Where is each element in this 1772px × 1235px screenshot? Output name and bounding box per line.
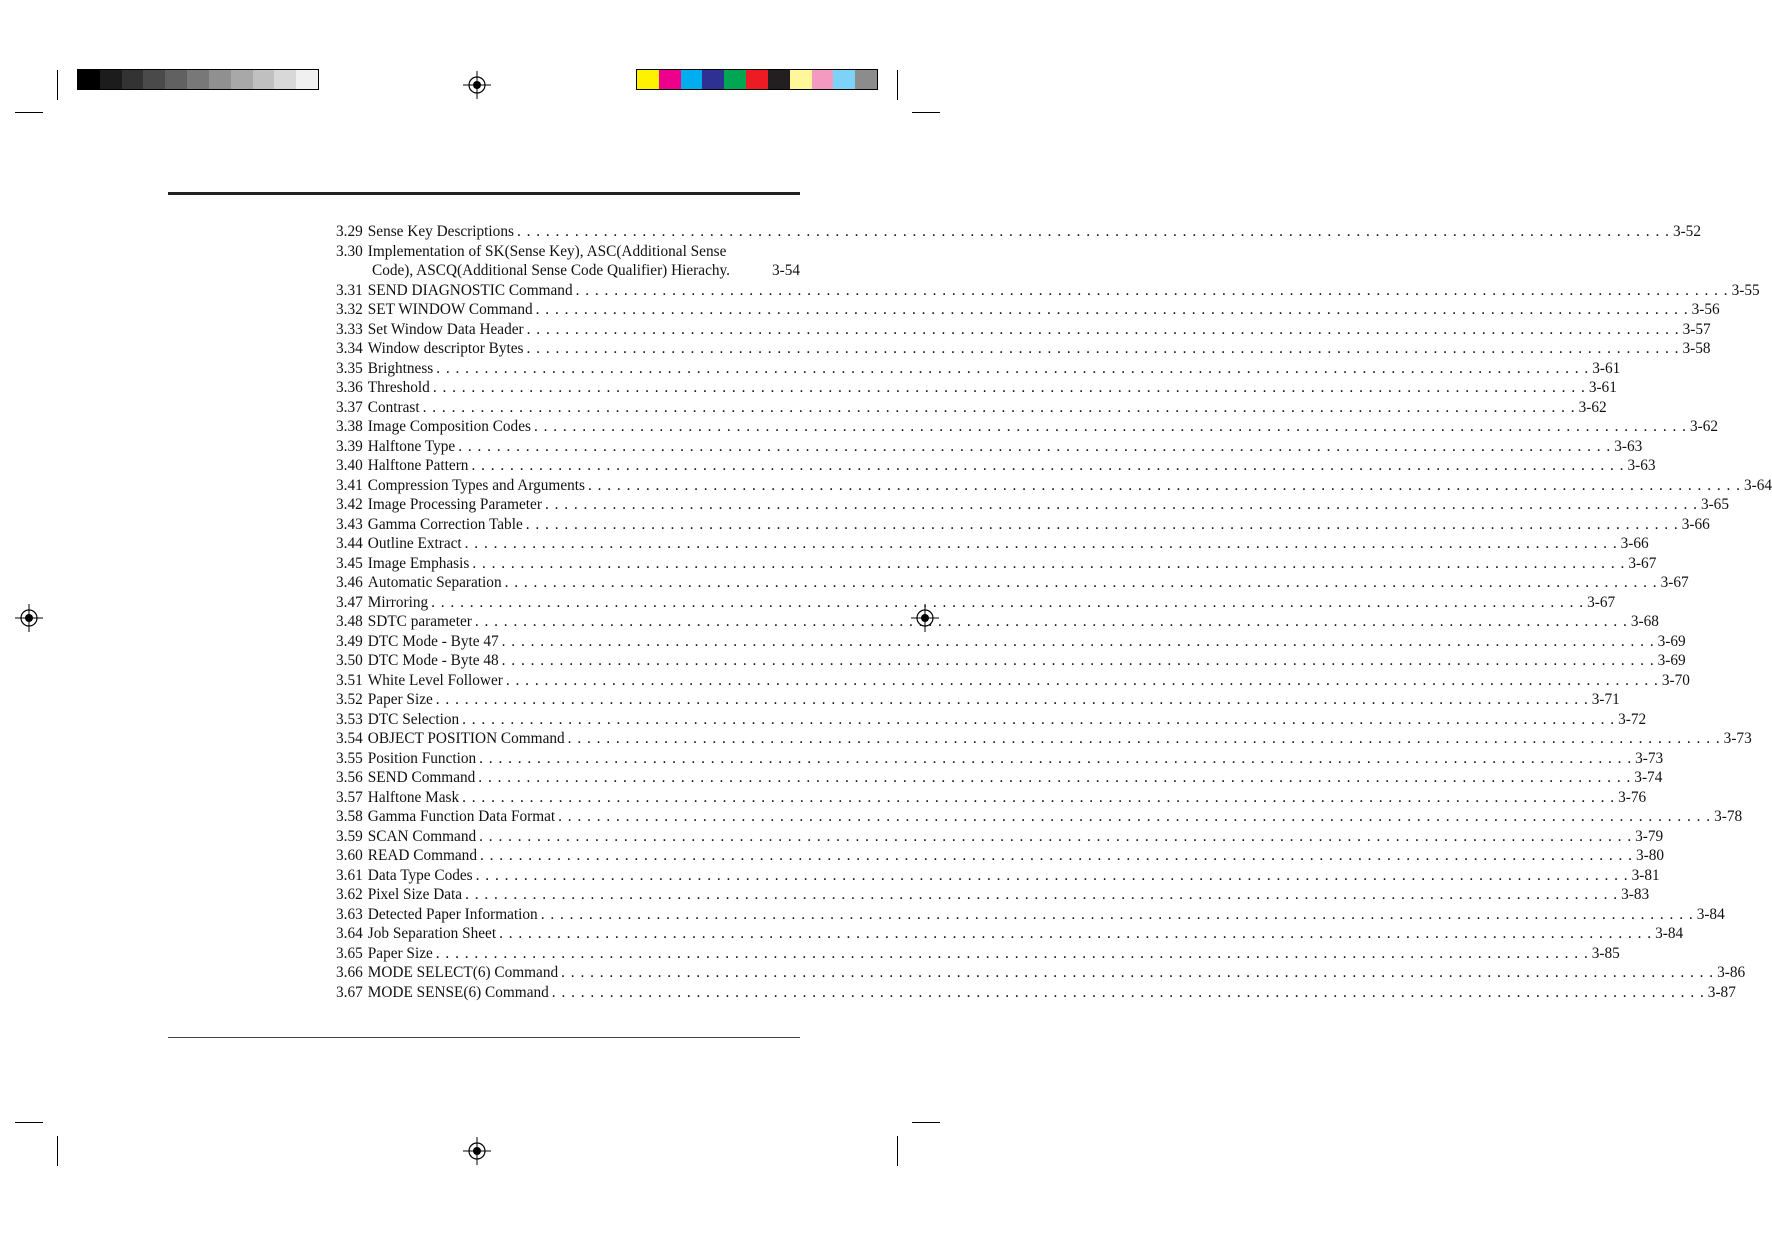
toc-entry-title: Image Emphasis — [367, 554, 470, 572]
toc-entry-number: 3.29 — [336, 223, 363, 240]
color-swatch — [681, 70, 703, 89]
toc-entry-title: Halftone Type — [367, 437, 456, 455]
toc-entry[interactable] — [336, 632, 1686, 652]
color-swatch — [637, 70, 659, 89]
toc-entry[interactable] — [336, 983, 1736, 1003]
toc-entry[interactable] — [336, 417, 1718, 437]
toc-entry-number: 3.38 — [336, 418, 363, 435]
crop-mark — [897, 1136, 898, 1166]
crop-mark — [57, 70, 58, 100]
toc-entry[interactable] — [336, 788, 1647, 808]
registration-mark-icon — [463, 1137, 491, 1165]
toc-dot-leader: . . . . . . . . . . . . . . . . . . . . . . . . . . . . . . . . . . . . . . . . . . . . . . . . . . . . . . . . . . . . . . . . . . . . . . . . . . . . . . . . . . . . . . . . . . . . . . . . . . . . . . . . . . . . . . . . . . . . . . . . — [567, 730, 1721, 747]
toc-dot-leader: . . . . . . . . . . . . . . . . . . . . . . . . . . . . . . . . . . . . . . . . . . . . . . . . . . . . . . . . . . . . . . . . . . . . . . . . . . . . . . . . . . . . . . . . . . . . . . . . . . . . . . . . . . . . . . . . . . . . . . . . — [544, 496, 1698, 513]
color-swatch — [855, 70, 877, 89]
toc-entry-title: Paper Size — [367, 691, 433, 708]
toc-dot-leader: . . . . . . . . . . . . . . . . . . . . . . . . . . . . . . . . . . . . . . . . . . . . . . . . . . . . . . . . . . . . . . . . . . . . . . . . . . . . . . . . . . . . . . . . . . . . . . . . . . . . . . . . . . . . . . . . . . . . . . . . — [535, 301, 1689, 318]
toc-entry-page: 3-67 — [1587, 593, 1616, 611]
toc-entry-page: 3-87 — [1707, 983, 1736, 1001]
toc-dot-leader: . . . . . . . . . . . . . . . . . . . . . . . . . . . . . . . . . . . . . . . . . . . . . . . . . . . . . . . . . . . . . . . . . . . . . . . . . . . . . . . . . . . . . . . . . . . . . . . . . . . . . . . . . . . . . . . . . . . . . . . . — [479, 749, 1633, 767]
registration-mark-icon — [463, 71, 491, 99]
toc-dot-leader: . . . . . . . . . . . . . . . . . . . . . . . . . . . . . . . . . . . . . . . . . . . . . . . . . . . . . . . . . . . . . . . . . . . . . . . . . . . . . . . . . . . . . . . . . . . . . . . . . . . . . . . . . . . . . . . . . . . . . . . . — [558, 808, 1712, 825]
toc-dot-leader: . . . . . . . . . . . . . . . . . . . . . . . . . . . . . . . . . . . . . . . . . . . . . . . . . . . . . . . . . . . . . . . . . . . . . . . . . . . . . . . . . . . . . . . . . . . . . . . . . . . . . . . . . . . . . . . . . . . . . . . . — [501, 652, 1655, 669]
toc-entry-page: 3-63 — [1614, 437, 1643, 455]
toc-dot-leader: . . . . . . . . . . . . . . . . . . . . . . . . . . . . . . . . . . . . . . . . . . . . . . . . . . . . . . . . . . . . . . . . . . . . . . . . . . . . . . . . . . . . . . . . . . . . . . . . . . . . . . . . . . . . . . . . . . . . . . . . — [587, 476, 1741, 494]
registration-mark-icon — [15, 604, 43, 632]
toc-dot-leader: . . . . . . . . . . . . . . . . . . . . . . . . . . . . . . . . . . . . . . . . . . . . . . . . . . . . . . . . . . . . . . . . . . . . . . . . . . . . . . . . . . . . . . . . . . . . . . . . . . . . . . . . . . . . . . . . . . . . . . . . — [435, 691, 1589, 708]
toc-entry-title: Sense Key Descriptions — [367, 223, 514, 240]
toc-entry-page: 3-67 — [1628, 554, 1657, 572]
color-swatch — [143, 70, 165, 89]
toc-entry[interactable] — [336, 300, 1720, 320]
toc-entry-number: 3.62 — [336, 886, 363, 903]
toc-entry-number: 3.66 — [336, 964, 363, 981]
toc-entry-page: 3-68 — [1630, 613, 1659, 630]
toc-entry-title: Position Function — [367, 749, 477, 767]
toc-dot-leader: . . . . . . . . . . . . . . . . . . . . . . . . . . . . . . . . . . . . . . . . . . . . . . . . . . . . . . . . . . . . . . . . . . . . . . . . . . . . . . . . . . . . . . . . . . . . . . . . . . . . . . . . . . . . . . . . . . . . . . . . — [475, 866, 1629, 884]
toc-entry-number: 3.59 — [336, 827, 363, 845]
color-swatch — [231, 70, 253, 89]
toc-dot-leader: . . . . . . . . . . . . . . . . . . . . . . . . . . . . . . . . . . . . . . . . . . . . . . . . . . . . . . . . . . . . . . . . . . . . . . . . . . . . . . . . . . . . . . . . . . . . . . . . . . . . . . . . . . . . . . . . . . . . . . . . — [551, 983, 1705, 1001]
toc-entry[interactable] — [336, 729, 1752, 749]
color-swatch — [187, 70, 209, 89]
toc-entry[interactable] — [336, 651, 1686, 671]
toc-dot-leader: . . . . . . . . . . . . . . . . . . . . . . . . . . . . . . . . . . . . . . . . . . . . . . . . . . . . . . . . . . . . . . . . . . . . . . . . . . . . . . . . . . . . . . . . . . . . . . . . . . . . . . . . . . . . . . . . . . . . . . . . — [436, 359, 1590, 377]
color-swatch — [78, 70, 100, 89]
toc-entry[interactable] — [336, 573, 1689, 593]
toc-entry-page: 3-78 — [1714, 808, 1743, 825]
toc-entry-title: Threshold — [367, 379, 430, 396]
toc-dot-leader: . . . . . . . . . . . . . . . . . . . . . . . . . . . . . . . . . . . . . . . . . . . . . . . . . . . . . . . . . . . . . . . . . . . . . . . . . . . . . . . . . . . . . . . . . . . . . . . . . . . . . . . . . . . . . . . . . . . . . . . . — [478, 769, 1632, 786]
toc-entry-number: 3.47 — [336, 593, 363, 611]
crop-mark — [912, 112, 940, 113]
toc-entry-title: White Level Follower — [367, 671, 503, 689]
toc-entry-title: MODE SENSE(6) Command — [367, 983, 549, 1001]
color-swatch — [100, 70, 122, 89]
toc-entry-title: Outline Extract — [367, 535, 462, 552]
color-swatch — [274, 70, 296, 89]
toc-entry-page: 3-58 — [1682, 340, 1711, 357]
toc-entry-title: Gamma Function Data Format — [367, 808, 556, 825]
toc-entry[interactable] — [336, 749, 1664, 769]
color-swatch — [296, 70, 318, 89]
toc-entry-title: Pixel Size Data — [367, 886, 463, 903]
toc-entry[interactable] — [336, 768, 1663, 788]
toc-entry[interactable] — [336, 612, 1659, 632]
toc-entry-page: 3-56 — [1691, 301, 1720, 318]
toc-dot-leader: . . . . . . . . . . . . . . . . . . . . . . . . . . . . . . . . . . . . . . . . . . . . . . . . . . . . . . . . . . . . . . . . . . . . . . . . . . . . . . . . . . . . . . . . . . . . . . . . . . . . . . . . . . . . . . . . . . . . . . . . — [501, 632, 1655, 650]
toc-dot-leader: . . . . . . . . . . . . . . . . . . . . . . . . . . . . . . . . . . . . . . . . . . . . . . . . . . . . . . . . . . . . . . . . . . . . . . . . . . . . . . . . . . . . . . . . . . . . . . . . . . . . . . . . . . . . . . . . . . . . . . . . — [479, 847, 1633, 864]
color-swatch — [165, 70, 187, 89]
toc-dot-leader: . . . . . . . . . . . . . . . . . . . . . . . . . . . . . . . . . . . . . . . . . . . . . . . . . . . . . . . . . . . . . . . . . . . . . . . . . . . . . . . . . . . . . . . . . . . . . . . . . . . . . . . . . . . . . . . . . . . . . . . . — [422, 398, 1576, 416]
toc-entry-number: 3.61 — [336, 866, 363, 884]
toc-entry-title: Data Type Codes — [367, 866, 473, 884]
toc-entry-page: 3-52 — [1672, 223, 1701, 240]
toc-dot-leader: . . . . . . . . . . . . . . . . . . . . . . . . . . . . . . . . . . . . . . . . . . . . . . . . . . . . . . . . . . . . . . . . . . . . . . . . . . . . . . . . . . . . . . . . . . . . . . . . . . . . . . . . . . . . . . . . . . . . . . . . — [516, 223, 1670, 240]
toc-dot-leader: . . . . . . . . . . . . . . . . . . . . . . . . . . . . . . . . . . . . . . . . . . . . . . . . . . . . . . . . . . . . . . . . . . . . . . . . . . . . . . . . . . . . . . . . . . . . . . . . . . . . . . . . . . . . . . . . . . . . . . . . — [505, 671, 1659, 689]
footer-rule — [168, 1037, 800, 1038]
toc-entry[interactable] — [336, 827, 1664, 847]
toc-entry-number: 3.42 — [336, 496, 363, 513]
toc-entry-page: 3-73 — [1723, 730, 1752, 747]
color-swatch — [812, 70, 834, 89]
color-swatch — [659, 70, 681, 89]
crop-mark — [57, 1136, 58, 1166]
toc-entry[interactable] — [336, 710, 1647, 730]
toc-entry[interactable] — [336, 515, 1710, 535]
toc-entry-number: 3.39 — [336, 437, 363, 455]
toc-entry[interactable] — [336, 671, 1690, 691]
crop-mark — [897, 70, 898, 100]
color-swatch — [253, 70, 275, 89]
toc-entry-number: 3.67 — [336, 983, 363, 1001]
toc-entry[interactable] — [336, 534, 1649, 554]
toc-entry-title: SEND Command — [367, 769, 476, 786]
toc-entry-number: 3.52 — [336, 691, 363, 708]
toc-dot-leader: . . . . . . . . . . . . . . . . . . . . . . . . . . . . . . . . . . . . . . . . . . . . . . . . . . . . . . . . . . . . . . . . . . . . . . . . . . . . . . . . . . . . . . . . . . . . . . . . . . . . . . . . . . . . . . . . . . . . . . . . — [431, 593, 1585, 611]
toc-entry-page: 3-70 — [1661, 671, 1690, 689]
toc-entry-page: 3-84 — [1696, 905, 1725, 923]
toc-entry-page: 3-74 — [1634, 769, 1663, 786]
toc-entry-number: 3.55 — [336, 749, 363, 767]
toc-dot-leader: . . . . . . . . . . . . . . . . . . . . . . . . . . . . . . . . . . . . . . . . . . . . . . . . . . . . . . . . . . . . . . . . . . . . . . . . . . . . . . . . . . . . . . . . . . . . . . . . . . . . . . . . . . . . . . . . . . . . . . . . — [525, 515, 1679, 533]
toc-entry-number: 3.64 — [336, 925, 363, 942]
toc-entry-page: 3-64 — [1743, 476, 1772, 494]
toc-entry-title: Automatic Separation — [367, 574, 502, 591]
color-swatch — [833, 70, 855, 89]
color-swatch — [746, 70, 768, 89]
toc-dot-leader: . . . . . . . . . . . . . . . . . . . . . . . . . . . . . . . . . . . . . . . . . . . . . . . . . . . . . . . . . . . . . . . . . . . . . . . . . . . . . . . . . . . . . . . . . . . . . . . . . . . . . . . . . . . . . . . . . . . . . . . . — [432, 379, 1586, 396]
toc-entry-title: SDTC parameter — [367, 613, 472, 630]
toc-entry[interactable] — [336, 378, 1617, 398]
color-calibration-bar — [636, 69, 878, 90]
toc-dot-leader: . . . . . . . . . . . . . . . . . . . . . . . . . . . . . . . . . . . . . . . . . . . . . . . . . . . . . . . . . . . . . . . . . . . . . . . . . . . . . . . . . . . . . . . . . . . . . . . . . . . . . . . . . . . . . . . . . . . . . . . . — [458, 437, 1612, 455]
toc-entry-title: Detected Paper Information — [367, 905, 538, 923]
toc-entry-number: 3.65 — [336, 944, 363, 962]
toc-entry-title: Image Composition Codes — [367, 418, 531, 435]
toc-entry[interactable] — [336, 437, 1643, 457]
toc-entry-number: 3.35 — [336, 359, 363, 377]
toc-dot-leader: . . . . . . . . . . . . . . . . . . . . . . . . . . . . . . . . . . . . . . . . . . . . . . . . . . . . . . . . . . . . . . . . . . . . . . . . . . . . . . . . . . . . . . . . . . . . . . . . . . . . . . . . . . . . . . . . . . . . . . . . — [435, 944, 1589, 962]
toc-entry[interactable] — [336, 690, 1620, 710]
toc-entry-number: 3.46 — [336, 574, 363, 591]
toc-dot-leader: . . . . . . . . . . . . . . . . . . . . . . . . . . . . . . . . . . . . . . . . . . . . . . . . . . . . . . . . . . . . . . . . . . . . . . . . . . . . . . . . . . . . . . . . . . . . . . . . . . . . . . . . . . . . . . . . . . . . . . . . — [561, 964, 1715, 981]
toc-entry-number: 3.36 — [336, 379, 363, 396]
toc-entry-page: 3-72 — [1618, 710, 1647, 728]
toc-entry-number: 3.60 — [336, 847, 363, 864]
toc-entry-number: 3.37 — [336, 398, 363, 416]
toc-entry-number: 3.49 — [336, 632, 363, 650]
toc-entry[interactable] — [336, 320, 1711, 340]
toc-entry[interactable] — [336, 242, 800, 281]
toc-entry[interactable] — [336, 222, 1701, 242]
toc-entry-number: 3.32 — [336, 301, 363, 318]
color-swatch — [768, 70, 790, 89]
color-swatch — [702, 70, 724, 89]
toc-dot-leader: . . . . . . . . . . . . . . . . . . . . . . . . . . . . . . . . . . . . . . . . . . . . . . . . . . . . . . . . . . . . . . . . . . . . . . . . . . . . . . . . . . . . . . . . . . . . . . . . . . . . . . . . . . . . . . . . . . . . . . . . — [526, 340, 1680, 357]
toc-dot-leader: . . . . . . . . . . . . . . . . . . . . . . . . . . . . . . . . . . . . . . . . . . . . . . . . . . . . . . . . . . . . . . . . . . . . . . . . . . . . . . . . . . . . . . . . . . . . . . . . . . . . . . . . . . . . . . . . . . . . . . . . — [533, 418, 1687, 435]
toc-entry-number: 3.33 — [336, 320, 363, 338]
toc-entry-page: 3-57 — [1682, 320, 1711, 338]
toc-dot-leader: . . . . . . . . . . . . . . . . . . . . . . . . . . . . . . . . . . . . . . . . . . . . . . . . . . . . . . . . . . . . . . . . . . . . . . . . . . . . . . . . . . . . . . . . . . . . . . . . . . . . . . . . . . . . . . . . . . . . . . . . — [462, 710, 1616, 728]
toc-entry-title: Paper Size — [367, 944, 433, 962]
toc-entry-number: 3.50 — [336, 652, 363, 669]
toc-entry-page: 3-55 — [1731, 281, 1760, 299]
toc-entry-number: 3.54 — [336, 730, 363, 747]
toc-entry-page: 3-62 — [1578, 398, 1607, 416]
toc-entry-number: 3.53 — [336, 710, 363, 728]
toc-entry[interactable] — [336, 905, 1725, 925]
toc-entry[interactable] — [336, 476, 1772, 496]
toc-entry-title: SCAN Command — [367, 827, 477, 845]
header-rule — [168, 192, 800, 195]
crop-mark — [15, 1122, 43, 1123]
color-swatch — [724, 70, 746, 89]
toc-dot-leader: . . . . . . . . . . . . . . . . . . . . . . . . . . . . . . . . . . . . . . . . . . . . . . . . . . . . . . . . . . . . . . . . . . . . . . . . . . . . . . . . . . . . . . . . . . . . . . . . . . . . . . . . . . . . . . . . . . . . . . . . — [575, 281, 1729, 299]
toc-entry-title: Image Processing Parameter — [367, 496, 542, 513]
toc-entry[interactable] — [336, 281, 1760, 301]
toc-entry[interactable] — [336, 807, 1743, 827]
toc-entry-number: 3.44 — [336, 535, 363, 552]
toc-dot-leader: . . . . . . . . . . . . . . . . . . . . . . . . . . . . . . . . . . . . . . . . . . . . . . . . . . . . . . . . . . . . . . . . . . . . . . . . . . . . . . . . . . . . . . . . . . . . . . . . . . . . . . . . . . . . . . . . . . . . . . . . — [499, 925, 1653, 942]
toc-entry-page: 3-62 — [1689, 418, 1718, 435]
toc-dot-leader: . . . . . . . . . . . . . . . . . . . . . . . . . . . . . . . . . . . . . . . . . . . . . . . . . . . . . . . . . . . . . . . . . . . . . . . . . . . . . . . . . . . . . . . . . . . . . . . . . . . . . . . . . . . . . . . . . . . . . . . . — [540, 905, 1694, 923]
toc-entry-title: Mirroring — [367, 593, 429, 611]
toc-entry-title: Gamma Correction Table — [367, 515, 523, 533]
toc-entry-page: 3-67 — [1660, 574, 1689, 591]
toc-entry-page: 3-84 — [1655, 925, 1684, 942]
toc-entry[interactable] — [336, 495, 1729, 515]
toc-entry-title: DTC Selection — [367, 710, 460, 728]
toc-entry-number: 3.63 — [336, 905, 363, 923]
toc-entry-page: 3-73 — [1635, 749, 1664, 767]
toc-entry-title: READ Command — [367, 847, 477, 864]
toc-dot-leader: . . . . . . . . . . . . . . . . . . . . . . . . . . . . . . . . . . . . . . . . . . . . . . . . . . . . . . . . . . . . . . . . . . . . . . . . . . . . . . . . . . . . . . . . . . . . . . . . . . . . . . . . . . . . . . . . . . . . . . . . — [526, 320, 1680, 338]
toc-entry-title: Compression Types and Arguments — [367, 476, 585, 494]
grayscale-calibration-bar — [77, 69, 319, 90]
toc-entry-title-continued: Code), ASCQ(Additional Sense Code Qualifier) Hierachy. — [372, 262, 730, 279]
toc-entry-title: Window descriptor Bytes — [367, 340, 524, 357]
toc-entry-page: 3-54 — [771, 262, 800, 279]
crop-mark — [15, 112, 43, 113]
toc-entry-number: 3.43 — [336, 515, 363, 533]
table-of-contents — [336, 222, 1772, 1002]
toc-entry-number: 3.30 — [336, 242, 363, 260]
color-swatch — [122, 70, 144, 89]
toc-dot-leader: . . . . . . . . . . . . . . . . . . . . . . . . . . . . . . . . . . . . . . . . . . . . . . . . . . . . . . . . . . . . . . . . . . . . . . . . . . . . . . . . . . . . . . . . . . . . . . . . . . . . . . . . . . . . . . . . . . . . . . . . — [474, 613, 1628, 630]
crop-mark — [912, 1122, 940, 1123]
toc-dot-leader: . . . . . . . . . . . . . . . . . . . . . . . . . . . . . . . . . . . . . . . . . . . . . . . . . . . . . . . . . . . . . . . . . . . . . . . . . . . . . . . . . . . . . . . . . . . . . . . . . . . . . . . . . . . . . . . . . . . . . . . . — [504, 574, 1658, 591]
toc-entry-title: Halftone Pattern — [367, 457, 469, 474]
toc-entry-page: 3-76 — [1618, 788, 1647, 806]
toc-entry-page: 3-65 — [1700, 496, 1729, 513]
toc-entry-page: 3-80 — [1635, 847, 1665, 864]
toc-entry-title: Set Window Data Header — [367, 320, 524, 338]
toc-entry-page: 3-61 — [1588, 379, 1617, 396]
toc-entry-page: 3-85 — [1591, 944, 1620, 962]
color-swatch — [790, 70, 812, 89]
toc-entry-title: Job Separation Sheet — [367, 925, 497, 942]
toc-entry-number: 3.56 — [336, 769, 363, 786]
toc-entry-page: 3-83 — [1621, 886, 1650, 903]
toc-entry[interactable] — [336, 339, 1711, 359]
toc-entry-title: Halftone Mask — [367, 788, 460, 806]
toc-entry-number: 3.51 — [336, 671, 363, 689]
toc-dot-leader: . . . . . . . . . . . . . . . . . . . . . . . . . . . . . . . . . . . . . . . . . . . . . . . . . . . . . . . . . . . . . . . . . . . . . . . . . . . . . . . . . . . . . . . . . . . . . . . . . . . . . . . . . . . . . . . . . . . . . . . . — [472, 554, 1626, 572]
toc-entry[interactable] — [336, 885, 1650, 905]
toc-entry[interactable] — [336, 359, 1621, 379]
toc-entry-number: 3.45 — [336, 554, 363, 572]
toc-entry-number: 3.41 — [336, 476, 363, 494]
toc-entry-title: MODE SELECT(6) Command — [367, 964, 559, 981]
toc-entry-title: OBJECT POSITION Command — [367, 730, 565, 747]
toc-entry-number: 3.57 — [336, 788, 363, 806]
toc-entry-page: 3-71 — [1591, 691, 1620, 708]
toc-entry[interactable] — [336, 398, 1607, 418]
color-swatch — [209, 70, 231, 89]
toc-entry-page: 3-69 — [1657, 652, 1686, 669]
toc-entry-page: 3-66 — [1681, 515, 1710, 533]
toc-dot-leader: . . . . . . . . . . . . . . . . . . . . . . . . . . . . . . . . . . . . . . . . . . . . . . . . . . . . . . . . . . . . . . . . . . . . . . . . . . . . . . . . . . . . . . . . . . . . . . . . . . . . . . . . . . . . . . . . . . . . . . . . — [465, 886, 1619, 903]
toc-entry[interactable] — [336, 866, 1660, 886]
toc-entry-page: 3-79 — [1635, 827, 1664, 845]
toc-entry-page: 3-69 — [1657, 632, 1686, 650]
toc-dot-leader: . . . . . . . . . . . . . . . . . . . . . . . . . . . . . . . . . . . . . . . . . . . . . . . . . . . . . . . . . . . . . . . . . . . . . . . . . . . . . . . . . . . . . . . . . . . . . . . . . . . . . . . . . . . . . . . . . . . . . . . . — [462, 788, 1616, 806]
toc-entry-title: Contrast — [367, 398, 420, 416]
toc-entry-page: 3-86 — [1717, 964, 1746, 981]
toc-entry-number: 3.31 — [336, 281, 363, 299]
toc-entry-page: 3-81 — [1631, 866, 1660, 884]
toc-entry-page: 3-61 — [1592, 359, 1621, 377]
toc-entry-title: Brightness — [367, 359, 434, 377]
toc-entry-title: SET WINDOW Command — [367, 301, 533, 318]
toc-entry[interactable] — [336, 593, 1616, 613]
toc-dot-leader: . . . . . . . . . . . . . . . . . . . . . . . . . . . . . . . . . . . . . . . . . . . . . . . . . . . . . . . . . . . . . . . . . . . . . . . . . . . . . . . . . . . . . . . . . . . . . . . . . . . . . . . . . . . . . . . . . . . . . . . . — [471, 457, 1625, 474]
toc-entry-page: 3-66 — [1620, 535, 1649, 552]
toc-entry[interactable] — [336, 924, 1684, 944]
toc-dot-leader: . . . . . . . . . . . . . . . . . . . . . . . . . . . . . . . . . . . . . . . . . . . . . . . . . . . . . . . . . . . . . . . . . . . . . . . . . . . . . . . . . . . . . . . . . . . . . . . . . . . . . . . . . . . . . . . . . . . . . . . . — [479, 827, 1633, 845]
toc-entry-title: DTC Mode - Byte 48 — [367, 652, 499, 669]
toc-entry[interactable] — [336, 846, 1665, 866]
toc-entry[interactable] — [336, 963, 1746, 983]
toc-entry-title: DTC Mode - Byte 47 — [367, 632, 499, 650]
toc-entry-title: Implementation of SK(Sense Key), ASC(Additional Sense — [367, 242, 727, 260]
toc-entry[interactable] — [336, 554, 1657, 574]
toc-entry-number: 3.58 — [336, 808, 363, 825]
toc-dot-leader: . . . . . . . . . . . . . . . . . . . . . . . . . . . . . . . . . . . . . . . . . . . . . . . . . . . . . . . . . . . . . . . . . . . . . . . . . . . . . . . . . . . . . . . . . . . . . . . . . . . . . . . . . . . . . . . . . . . . . . . . — [464, 535, 1618, 552]
toc-entry[interactable] — [336, 456, 1656, 476]
toc-entry-number: 3.34 — [336, 340, 363, 357]
toc-entry-number: 3.48 — [336, 613, 363, 630]
toc-entry-number: 3.40 — [336, 457, 363, 474]
toc-entry[interactable] — [336, 944, 1620, 964]
toc-entry-page: 3-63 — [1627, 457, 1656, 474]
toc-entry-title: SEND DIAGNOSTIC Command — [367, 281, 573, 299]
